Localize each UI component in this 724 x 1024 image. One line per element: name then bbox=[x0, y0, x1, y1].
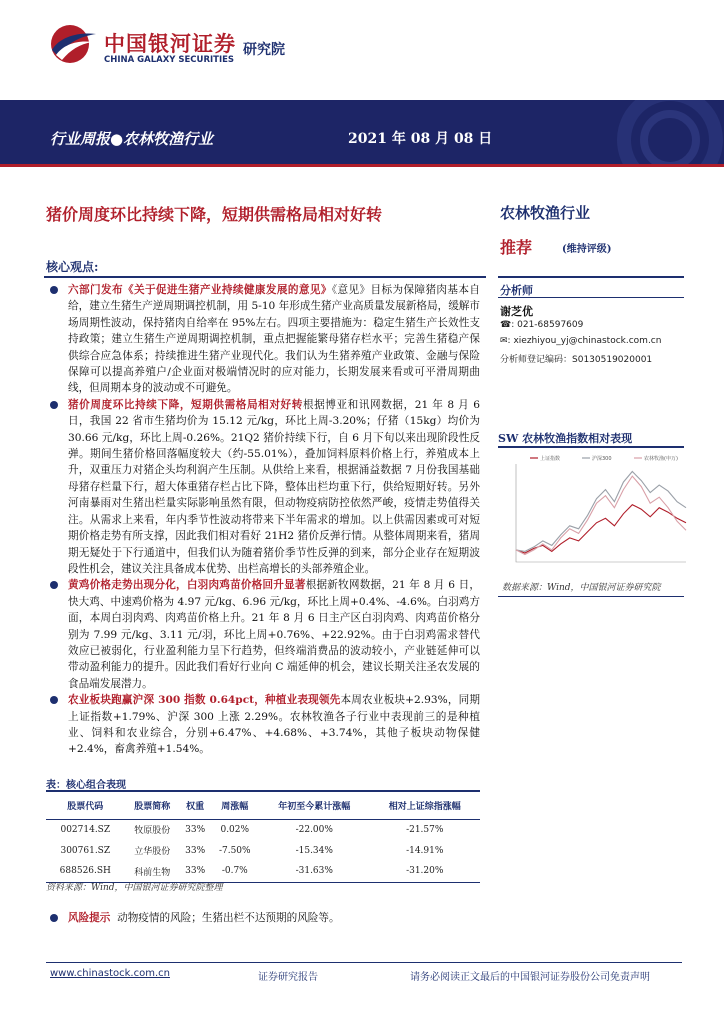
cell-ytd: -31.63% bbox=[259, 861, 369, 882]
analyst-email: ✉: xiezhiyou_yj@chinastock.com.cn bbox=[500, 336, 662, 346]
cell-week: -7.50% bbox=[218, 845, 251, 856]
table-header: 权重 bbox=[180, 791, 211, 819]
risk-text: 动物疫情的风险；生猪出栏不达预期的风险等。 bbox=[117, 912, 340, 924]
bullet-dot-icon bbox=[50, 286, 58, 294]
table-source: 资料来源：Wind，中国银河证券研究院整理 bbox=[46, 883, 223, 893]
chart-axis bbox=[516, 464, 686, 562]
bullet-text: 本周农业板块+2.93%，同期上证指数+1.79%、沪深 300 上涨 2.29%。农林牧渔各子行业中表现前三的是种植业、饲料和农业综合，分别+6.47%、+4.68%、+3.74%，其他子板块动物保健+2.4%，畜禽养殖+1.54%。 bbox=[68, 694, 480, 756]
table-header: 相对上证综指涨幅 bbox=[369, 791, 480, 819]
phone-icon: ☎ bbox=[500, 320, 512, 330]
bullet-item bbox=[50, 910, 480, 926]
analyst-phone: ☎: 021-68597609 bbox=[500, 320, 584, 330]
email-address[interactable]: xiezhiyou_yj@chinastock.com.cn bbox=[513, 336, 662, 346]
cell-code: 300761.SZ bbox=[60, 845, 111, 856]
banner-underline bbox=[0, 164, 724, 167]
bullet-text: 《意见》目标为保障猪肉基本自给，建立生猪生产逆周期调控机制，用 5-10 年形成生猪产业高质量发展新格局，缓解市场周期性波动，保持猪肉自给率在 95%左右。四项主要措施为：稳定生猪生产长效性支持政策；建立生猪生产逆周期调控机制，重点把握能繁母猪存栏水平；完善生猪稳产保供综合应急体系；持续推进生猪产业现代化。我们认为生猪养殖产业政策、金融与保险保障可以提高养殖户/企业面对极端情况时的应对能力，长期发展来看或可平滑周期曲线，但周期本身的波动或不可避免。 bbox=[68, 284, 481, 395]
analyst-divider bbox=[498, 297, 684, 298]
bullet-item bbox=[50, 397, 480, 577]
cell-weight: 33% bbox=[185, 845, 206, 856]
sector-name: 农林牧渔行业 bbox=[500, 204, 591, 222]
risk-highlight: 风险提示 bbox=[68, 912, 111, 924]
cell-name: 牧原股份 bbox=[134, 826, 171, 837]
report-date: 2021 年 08 月 08 日 bbox=[348, 131, 493, 147]
cell-relative: -31.20% bbox=[369, 861, 480, 882]
chart-bottom-divider bbox=[498, 596, 684, 597]
logo-english-name: CHINA GALAXY SECURITIES bbox=[104, 55, 235, 65]
cell-name: 立华股份 bbox=[134, 847, 171, 857]
footer-divider bbox=[46, 962, 682, 963]
bullet-item bbox=[50, 282, 480, 397]
bullet-highlight: 黄鸡价格走势出现分化，白羽肉鸡苗价格回升显著 bbox=[68, 579, 306, 592]
cell-week: 0.02% bbox=[220, 824, 250, 835]
bullet-dot-icon bbox=[50, 581, 58, 589]
bullet-highlight: 六部门发布《关于促进生猪产业持续健康发展的意见》 bbox=[68, 284, 332, 296]
table-title: 表：核心组合表现 bbox=[46, 780, 126, 791]
table-row bbox=[46, 840, 480, 861]
rating: 推荐 bbox=[500, 238, 533, 257]
series-line-1 bbox=[516, 472, 686, 552]
table-row bbox=[46, 861, 480, 882]
series-line-0 bbox=[516, 505, 686, 553]
bullet-text: 根据新牧网数据，21 年 8 月 6 日，快大鸡、中速鸡价格为 4.97 元/kg、6.96 元/kg，环比上周+0.4%、-4.6%。白羽鸡方面，本周白羽肉鸡、肉鸡苗价格上升。21 年 8 月 6 日主产区白羽肉鸡、肉鸡苗价格分别为 7.99 元/kg、3.11 元/羽，环比上周+0.76%、+22.92%。由于白羽鸡需求替代效应已被弱化，行业盈利能力呈下行趋势，但终端消费品的波动较小，产业链延伸可以带动盈利能力的提升。因此我们看好行业向 C 端延伸的机会，建议长期关注圣农发展的食品端发展潜力。 bbox=[68, 579, 480, 690]
table-header: 股票简称 bbox=[125, 791, 180, 819]
legend-label: 农林牧渔(申万) bbox=[644, 456, 678, 462]
cell-ytd: -22.00% bbox=[295, 824, 333, 835]
core-bullets bbox=[50, 282, 480, 758]
swirl-decoration-icon bbox=[540, 100, 724, 164]
core-view-label: 核心观点: bbox=[46, 260, 99, 274]
legend-label: 沪深300 bbox=[592, 456, 612, 462]
chart-divider bbox=[498, 446, 684, 448]
cell-relative: -21.57% bbox=[406, 824, 444, 835]
cell-name: 科前生物 bbox=[125, 861, 180, 882]
bullet-item bbox=[50, 692, 480, 758]
bullet-dot-icon bbox=[50, 401, 58, 409]
institute-label: 研究院 bbox=[243, 42, 285, 58]
series-line-2 bbox=[516, 476, 686, 554]
cell-weight: 33% bbox=[185, 824, 206, 835]
table-header: 周涨幅 bbox=[211, 791, 260, 819]
report-title: 猪价周度环比持续下降，短期供需格局相对好转 bbox=[46, 205, 383, 224]
phone-number: 021-68597609 bbox=[517, 320, 584, 330]
analyst-label: 分析师 bbox=[500, 284, 533, 297]
footer-disclaimer: 请务必阅读正文最后的中国银河证券股份公司免责声明 bbox=[410, 972, 650, 983]
chart-title: SW 农林牧渔指数相对表现 bbox=[498, 432, 633, 445]
table-header: 股票代码 bbox=[46, 791, 125, 819]
table-row bbox=[46, 819, 480, 840]
report-type: 行业周报●农林牧渔行业 bbox=[50, 130, 214, 148]
legend-label: 上证指数 bbox=[540, 456, 561, 462]
bullet-item bbox=[50, 577, 480, 692]
risk-section bbox=[50, 910, 480, 926]
analyst-cert: 分析师登记编码：S0130519020001 bbox=[500, 355, 653, 365]
cell-code: 688526.SH bbox=[46, 861, 125, 882]
cell-weight: 33% bbox=[180, 861, 211, 882]
cell-ytd: -15.34% bbox=[295, 845, 333, 856]
left-divider bbox=[44, 276, 486, 278]
bullet-dot-icon bbox=[50, 696, 58, 704]
relative-performance-chart bbox=[500, 450, 690, 576]
logo-chinese-name: 中国银河证券 bbox=[104, 32, 236, 56]
footer-report-label: 证券研究报告 bbox=[258, 972, 318, 983]
footer-link[interactable]: www.chinastock.com.cn bbox=[50, 968, 170, 979]
chart-source: 数据来源：Wind，中国银河证券研究院 bbox=[502, 583, 661, 593]
bullet-highlight: 农业板块跑赢沪深 300 指数 0.64pct，种植业表现领先 bbox=[68, 694, 341, 707]
cell-relative: -14.91% bbox=[406, 845, 444, 856]
cell-week: -0.7% bbox=[211, 861, 260, 882]
mail-icon: ✉ bbox=[500, 336, 508, 346]
portfolio-table bbox=[46, 790, 480, 883]
rating-note: (维持评级) bbox=[562, 244, 612, 255]
cell-code: 002714.SZ bbox=[60, 824, 111, 835]
bullet-highlight: 猪价周度环比持续下降，短期供需格局相对好转 bbox=[68, 398, 303, 411]
analyst-name: 谢芝优 bbox=[500, 305, 533, 318]
galaxy-logo-icon bbox=[46, 22, 98, 66]
bullet-text: 根据博亚和讯网数据，21 年 8 月 6 日，我国 22 省市生猪均价为 15.12 元/kg，环比上周-3.20%；仔猪（15kg）均价为 30.66 元/kg，环比上周-0.26%。21Q2 猪价持续下行，自 6 月下旬以来出现阶段性反弹。期间生猪价格回落幅度较大（约-55.01%），叠加饲料原料价格上行，养殖成本上升，双重压力对猪企头均利润产生压制。从供给上来看，根据涌益数据 7 月份我国基础母猪存栏量下行，超大体重猪存栏占比下降，整体出栏均重下行，供给短期好转。另外河南暴雨对生猪出栏量实际影响虽然有限，但动物疫病防控依然严峻，疫情走势值得关注。从需求上来看，年内季节性波动将带来下半年需求的增加。以上供需因素或可对短期价格走势有所支撑，因此我们相对看好 21H2 猪价反弹行情。从整体周期来看，猪周期无疑处于下行通道中，但我们认为随着猪价季节性反弹的到来，部分企业存在短期波段性机会，建议关注具备成本优势、出栏高增长的头部养殖企业。 bbox=[68, 398, 480, 575]
right-divider bbox=[498, 276, 684, 278]
table-header: 年初至今累计涨幅 bbox=[259, 791, 369, 819]
bullet-dot-icon bbox=[50, 914, 58, 922]
